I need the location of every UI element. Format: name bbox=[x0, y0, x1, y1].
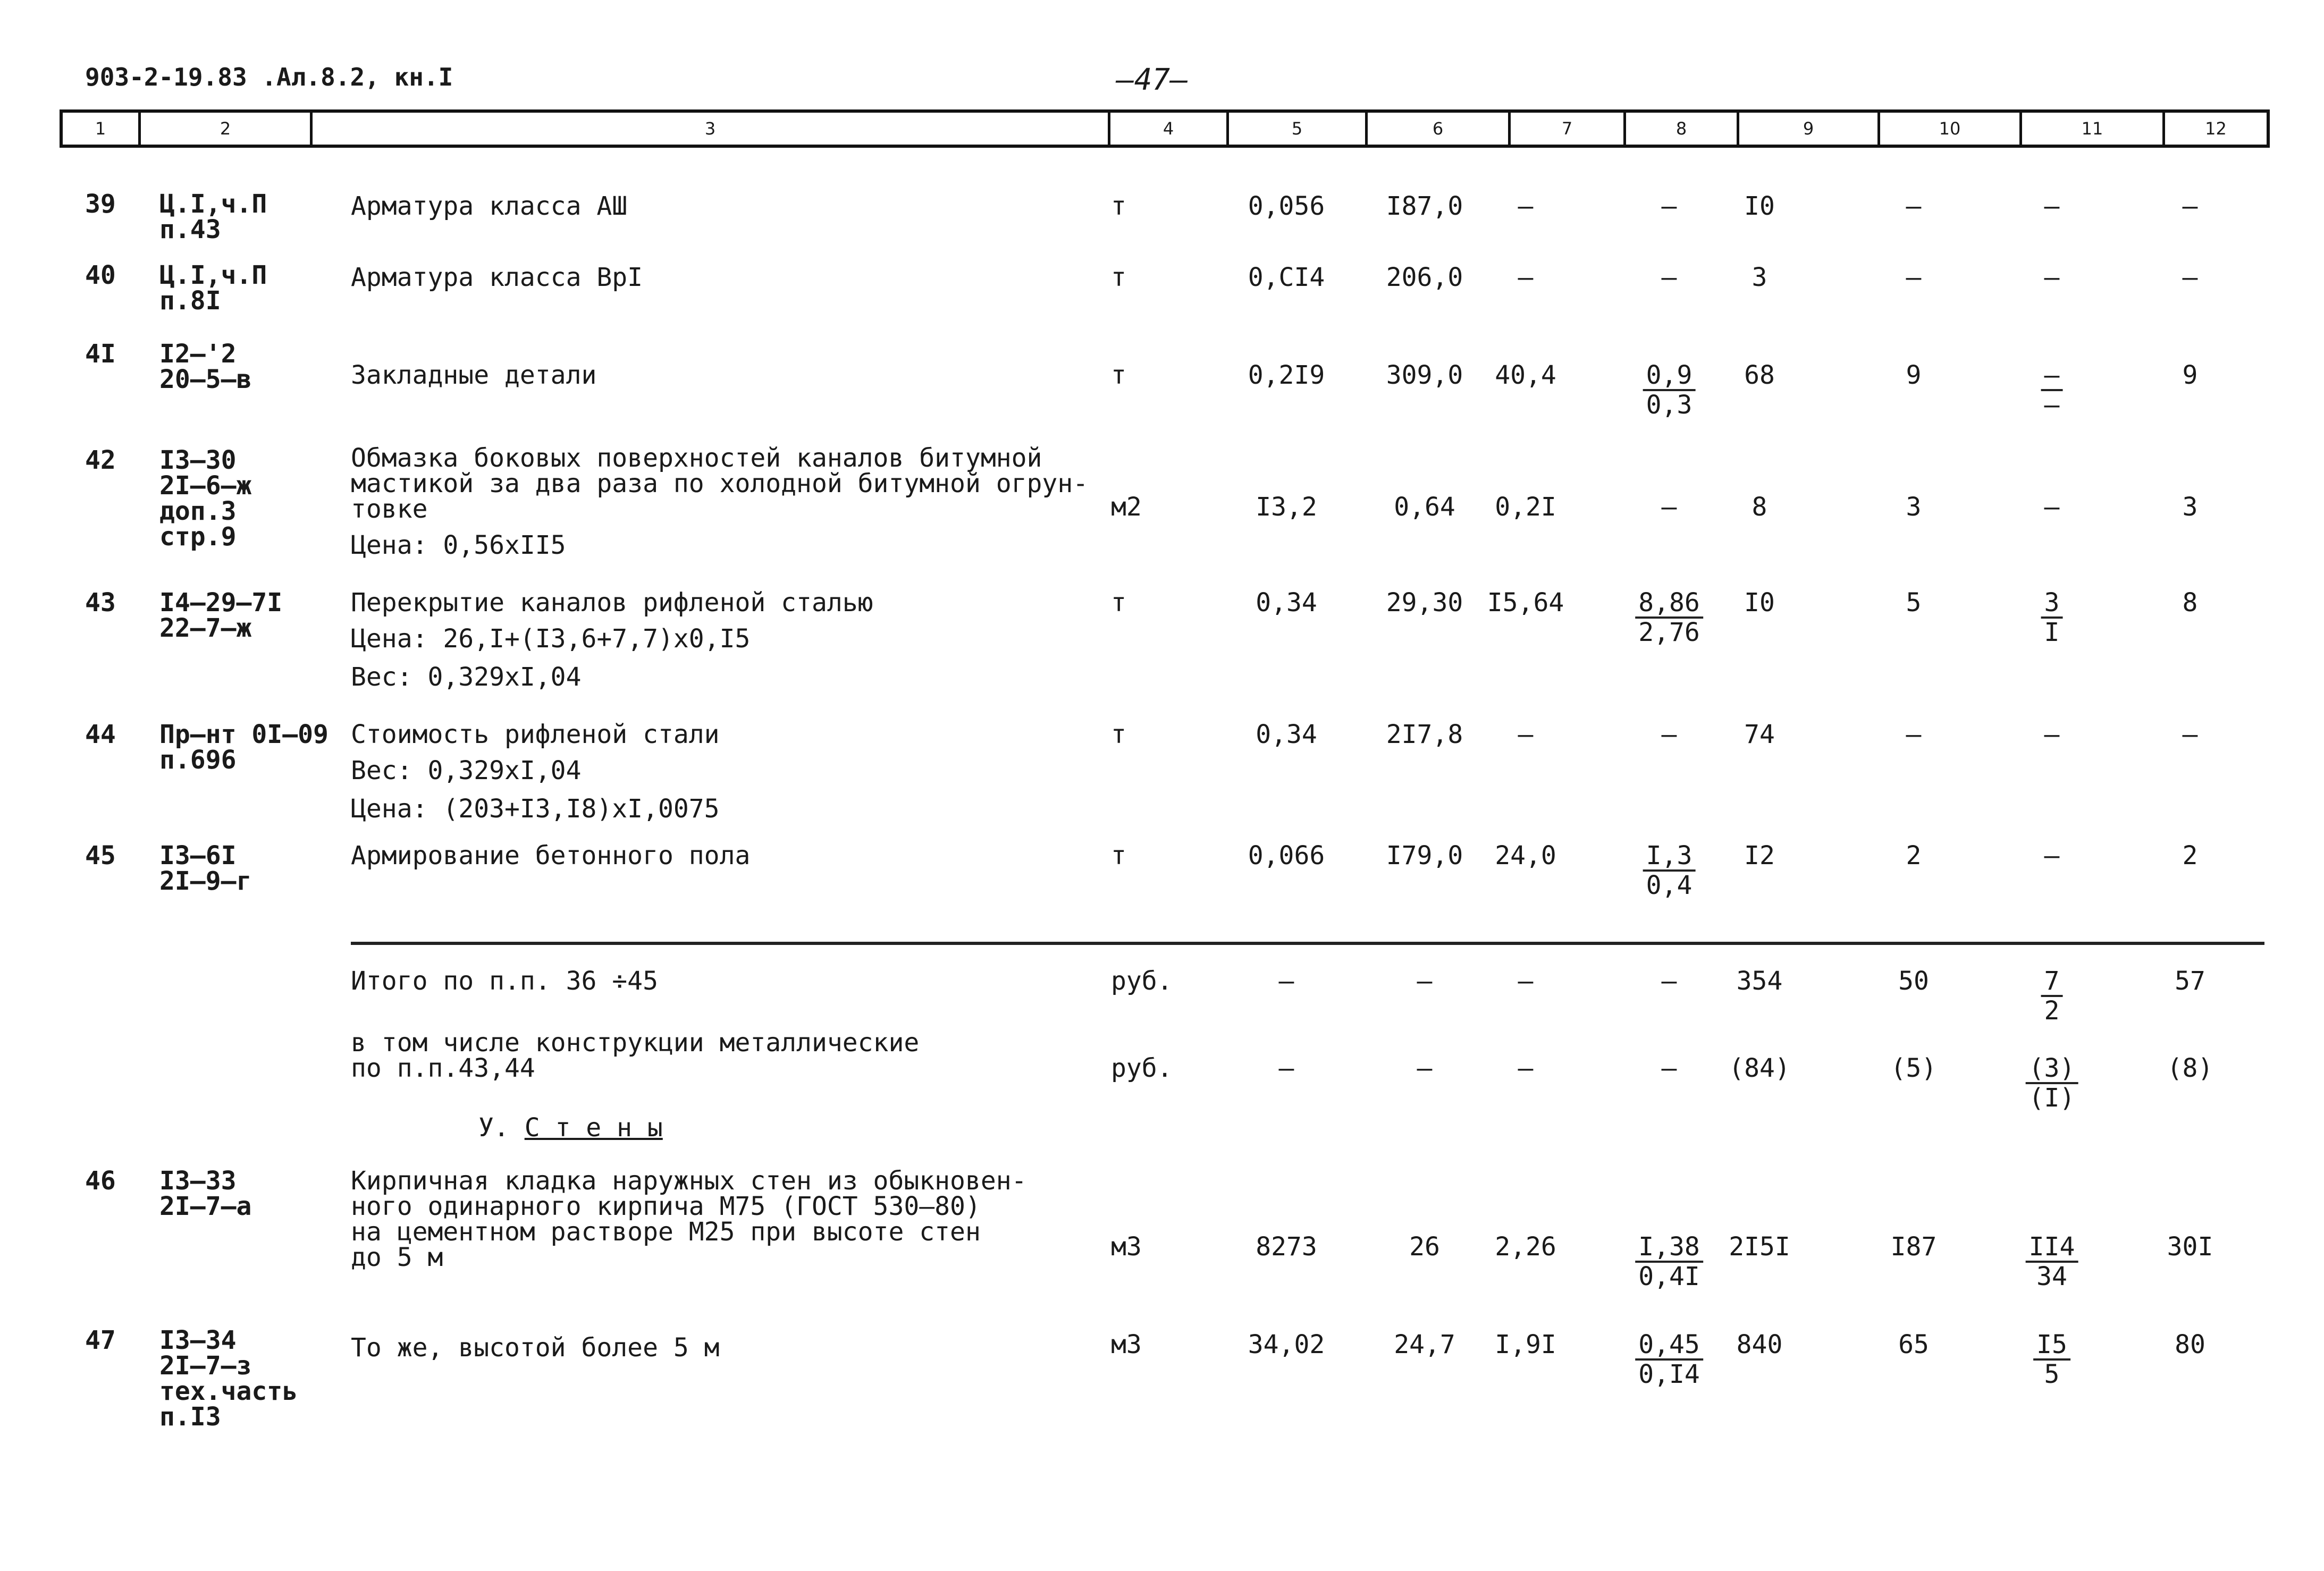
col7-cell: – bbox=[1518, 966, 1534, 996]
column-header: 12 bbox=[2205, 119, 2227, 139]
col11-cell-bottom: I bbox=[2044, 618, 2060, 647]
col7-cell: – bbox=[1518, 191, 1534, 221]
description-line: ного одинарного кирпича М75 (ГОСТ 530–80) bbox=[351, 1192, 981, 1221]
description-extra-line: Цена: 26,I+(I3,6+7,7)х0,I5 bbox=[351, 624, 751, 654]
col8-cell-bottom: 0,I4 bbox=[1638, 1359, 1700, 1389]
code-line: 2I–6–ж bbox=[159, 471, 252, 501]
col6-cell: 309,0 bbox=[1386, 360, 1463, 390]
column-header: 7 bbox=[1511, 113, 1626, 145]
description-extra-line: Цена: 0,56хII5 bbox=[351, 530, 566, 560]
col8-cell-top: I,3 bbox=[1643, 842, 1696, 872]
col7-cell: 2,26 bbox=[1495, 1232, 1556, 1262]
col11-cell-bottom: 2 bbox=[2044, 996, 2060, 1026]
unit-cell: м3 bbox=[1111, 1330, 1142, 1359]
col11-cell: – bbox=[2044, 263, 2060, 292]
col12-cell: 8 bbox=[2182, 588, 2198, 618]
col11-cell: – bbox=[2044, 492, 2060, 522]
col7-cell: – bbox=[1518, 263, 1534, 292]
col6-cell: 26 bbox=[1409, 1232, 1440, 1262]
code-line: 2I–7–а bbox=[159, 1192, 252, 1221]
description-line: на цементном растворе М25 при высоте стен bbox=[351, 1217, 981, 1247]
unit-cell: руб. bbox=[1111, 1053, 1173, 1083]
row-number: 44 bbox=[85, 720, 116, 749]
column-header: 10 bbox=[1880, 113, 2022, 145]
col11-cell-top: – bbox=[2041, 361, 2063, 391]
col6-cell: 0,64 bbox=[1394, 492, 1455, 522]
col7-cell: I5,64 bbox=[1487, 588, 1564, 618]
col11-cell: – bbox=[2044, 191, 2060, 221]
code-line: I4–29–7I bbox=[159, 588, 283, 618]
col11-cell bbox=[2026, 1233, 2078, 1290]
col9-cell: 8 bbox=[1752, 492, 1767, 522]
col12-cell: – bbox=[2182, 263, 2198, 292]
col10-cell: 2 bbox=[1906, 841, 1922, 871]
col8-cell bbox=[1643, 842, 1696, 899]
col11-cell-bottom: (I) bbox=[2028, 1083, 2075, 1113]
description-extra-line: Цена: (203+I3,I8)хI,0075 bbox=[351, 794, 720, 824]
col9-cell: (84) bbox=[1729, 1053, 1790, 1083]
col11-cell-top: II4 bbox=[2026, 1233, 2078, 1263]
col8-cell: – bbox=[1661, 492, 1677, 522]
col8-cell-top: I,38 bbox=[1635, 1233, 1703, 1263]
col10-cell: – bbox=[1906, 263, 1922, 292]
col9-cell: 74 bbox=[1744, 720, 1775, 749]
column-header: 5 bbox=[1229, 113, 1368, 145]
description-extra-line: Вес: 0,329хI,04 bbox=[351, 756, 582, 786]
description-line: Кирпичная кладка наружных стен из обыкновен- bbox=[351, 1166, 1027, 1196]
row-number: 42 bbox=[85, 445, 116, 475]
col6-cell: – bbox=[1417, 1053, 1433, 1083]
col9-cell: 354 bbox=[1736, 966, 1783, 996]
col5-cell: 0,066 bbox=[1248, 841, 1325, 871]
col11-cell: – bbox=[2044, 720, 2060, 749]
col12-cell: 3 bbox=[2182, 492, 2198, 522]
col8-cell-top: 0,45 bbox=[1635, 1331, 1703, 1361]
code-line: I3–33 bbox=[159, 1166, 237, 1196]
col11-cell bbox=[2026, 1054, 2078, 1112]
description-line: до 5 м bbox=[351, 1243, 443, 1272]
code-line: 20–5–в bbox=[159, 365, 252, 394]
column-header: 11 bbox=[2022, 113, 2165, 145]
col8-cell-bottom: 2,76 bbox=[1638, 618, 1700, 647]
description-line: товке bbox=[351, 494, 428, 524]
col8-cell bbox=[1643, 361, 1696, 419]
description-line: Стоимость рифленой стали bbox=[351, 720, 720, 749]
col10-cell: – bbox=[1906, 191, 1922, 221]
col11-cell bbox=[2041, 361, 2063, 419]
column-header: 8 bbox=[1626, 113, 1739, 145]
col5-cell: 8273 bbox=[1256, 1232, 1317, 1262]
col7-cell: I,9I bbox=[1495, 1330, 1556, 1359]
column-header: 9 bbox=[1739, 113, 1880, 145]
col11-cell-top: 3 bbox=[2041, 589, 2063, 619]
col11-cell: – bbox=[2044, 841, 2060, 871]
code-line: 2I–7–з bbox=[159, 1351, 252, 1381]
unit-cell: руб. bbox=[1111, 966, 1173, 996]
col5-cell: I3,2 bbox=[1256, 492, 1317, 522]
col6-cell: 24,7 bbox=[1394, 1330, 1455, 1359]
col11-cell-bottom: 34 bbox=[2036, 1262, 2067, 1291]
unit-cell: т bbox=[1111, 191, 1126, 221]
unit-cell: м2 bbox=[1111, 492, 1142, 522]
col11-cell bbox=[2041, 967, 2063, 1025]
column-header: 3 bbox=[313, 113, 1110, 145]
row-number: 43 bbox=[85, 588, 116, 618]
row-number: 4I bbox=[85, 339, 116, 369]
col10-cell: 3 bbox=[1906, 492, 1922, 522]
col9-cell: 2I5I bbox=[1729, 1232, 1790, 1262]
row-number: 39 bbox=[85, 189, 116, 219]
col12-cell: 57 bbox=[2175, 966, 2205, 996]
col5-cell: 0,CI4 bbox=[1248, 263, 1325, 292]
description-line: по п.п.43,44 bbox=[351, 1053, 535, 1083]
col11-cell-top: (3) bbox=[2026, 1054, 2078, 1084]
description-line: мастикой за два раза по холодной битумной огрун- bbox=[351, 469, 1089, 499]
col6-cell: – bbox=[1417, 966, 1433, 996]
col6-cell: I87,0 bbox=[1386, 191, 1463, 221]
col11-cell bbox=[2033, 1331, 2070, 1388]
col9-cell: 3 bbox=[1752, 263, 1767, 292]
col11-cell-top: 7 bbox=[2041, 967, 2063, 997]
code-line: Ц.I,ч.П bbox=[159, 189, 267, 219]
col9-cell: I2 bbox=[1744, 841, 1775, 871]
code-line: 2I–9–г bbox=[159, 866, 252, 896]
col12-cell: 2 bbox=[2182, 841, 2198, 871]
row-number: 45 bbox=[85, 841, 116, 871]
col9-cell: 840 bbox=[1736, 1330, 1783, 1359]
code-line: доп.3 bbox=[159, 496, 237, 526]
description-line: Обмазка боковых поверхностей каналов битумной bbox=[351, 443, 1042, 473]
column-header-row bbox=[60, 109, 2270, 148]
col8-cell: – bbox=[1661, 720, 1677, 749]
col10-cell: (5) bbox=[1890, 1053, 1937, 1083]
col8-cell bbox=[1635, 589, 1703, 646]
col8-cell bbox=[1635, 1233, 1703, 1290]
col11-cell-top: I5 bbox=[2033, 1331, 2070, 1361]
unit-cell: т bbox=[1111, 263, 1126, 292]
col5-cell: 0,34 bbox=[1256, 588, 1317, 618]
description-line: в том числе конструкции металлические bbox=[351, 1028, 920, 1058]
col8-cell: – bbox=[1661, 1053, 1677, 1083]
code-line: Пр–нт 0I–09 bbox=[159, 720, 329, 749]
col12-cell: – bbox=[2182, 191, 2198, 221]
col12-cell: 9 bbox=[2182, 360, 2198, 390]
code-line: п.696 bbox=[159, 745, 237, 775]
description-line: Армирование бетонного пола bbox=[351, 841, 751, 871]
page-number: —47— bbox=[1116, 63, 1188, 97]
description-line: Итого по п.п. 36 ÷45 bbox=[351, 966, 658, 996]
col8-cell-top: 0,9 bbox=[1643, 361, 1696, 391]
col6-cell: 206,0 bbox=[1386, 263, 1463, 292]
col8-cell-top: 8,86 bbox=[1635, 589, 1703, 619]
col5-cell: – bbox=[1278, 966, 1294, 996]
code-line: тех.часть bbox=[159, 1376, 298, 1406]
code-line: 22–7–ж bbox=[159, 613, 252, 643]
section-heading bbox=[478, 1114, 663, 1142]
col10-cell: – bbox=[1906, 720, 1922, 749]
unit-cell: т bbox=[1111, 588, 1126, 618]
row-number: 40 bbox=[85, 260, 116, 290]
col12-cell: 80 bbox=[2175, 1330, 2205, 1359]
col7-cell: 24,0 bbox=[1495, 841, 1556, 871]
col6-cell: 29,30 bbox=[1386, 588, 1463, 618]
col8-cell: – bbox=[1661, 263, 1677, 292]
code-line: I3–34 bbox=[159, 1325, 237, 1355]
col5-cell: 0,2I9 bbox=[1248, 360, 1325, 390]
col9-cell: I0 bbox=[1744, 588, 1775, 618]
description-line: То же, высотой более 5 м bbox=[351, 1333, 720, 1363]
col5-cell: 34,02 bbox=[1248, 1330, 1325, 1359]
col6-cell: 2I7,8 bbox=[1386, 720, 1463, 749]
section-title: С т е н ы bbox=[524, 1113, 663, 1143]
col10-cell: 50 bbox=[1898, 966, 1929, 996]
col9-cell: I0 bbox=[1744, 191, 1775, 221]
col8-cell-bottom: 0,4I bbox=[1638, 1262, 1700, 1291]
code-line: I3–30 bbox=[159, 445, 237, 475]
description-extra-line: Вес: 0,329хI,04 bbox=[351, 662, 582, 692]
unit-cell: м3 bbox=[1111, 1232, 1142, 1262]
col12-cell: 30I bbox=[2167, 1232, 2213, 1262]
totals-divider bbox=[351, 942, 2264, 945]
row-number: 46 bbox=[85, 1166, 116, 1196]
column-header: 6 bbox=[1368, 113, 1511, 145]
col7-cell: – bbox=[1518, 1053, 1534, 1083]
column-header: 1 bbox=[63, 113, 141, 145]
code-line: I2–'2 bbox=[159, 339, 237, 369]
section-number: У. bbox=[478, 1113, 525, 1143]
col7-cell: 40,4 bbox=[1495, 360, 1556, 390]
col8-cell: – bbox=[1661, 966, 1677, 996]
col7-cell: – bbox=[1518, 720, 1534, 749]
description-line: Арматура класса ВрI bbox=[351, 263, 643, 292]
col10-cell: I87 bbox=[1890, 1232, 1937, 1262]
col8-cell-bottom: 0,4 bbox=[1646, 871, 1693, 900]
col5-cell: 0,34 bbox=[1256, 720, 1317, 749]
col12-cell: – bbox=[2182, 720, 2198, 749]
description-line: Перекрытие каналов рифленой сталью bbox=[351, 588, 873, 618]
unit-cell: т bbox=[1111, 360, 1126, 390]
col7-cell: 0,2I bbox=[1495, 492, 1556, 522]
column-header: 4 bbox=[1110, 113, 1229, 145]
col8-cell: – bbox=[1661, 191, 1677, 221]
col11-cell-bottom: – bbox=[2044, 390, 2060, 420]
unit-cell: т bbox=[1111, 841, 1126, 871]
col11-cell bbox=[2041, 589, 2063, 646]
row-number: 47 bbox=[85, 1325, 116, 1355]
code-line: п.I3 bbox=[159, 1402, 221, 1432]
col5-cell: – bbox=[1278, 1053, 1294, 1083]
code-line: I3–6I bbox=[159, 841, 237, 871]
unit-cell: т bbox=[1111, 720, 1126, 749]
code-line: стр.9 bbox=[159, 522, 237, 552]
col8-cell bbox=[1635, 1331, 1703, 1388]
col12-cell: (8) bbox=[2167, 1053, 2213, 1083]
document-number: 903-2-19.83 .Ал.8.2, кн.I bbox=[85, 63, 453, 91]
col10-cell: 5 bbox=[1906, 588, 1922, 618]
description-line: Арматура класса АШ bbox=[351, 191, 628, 221]
col8-cell-bottom: 0,3 bbox=[1646, 390, 1693, 420]
col6-cell: I79,0 bbox=[1386, 841, 1463, 871]
code-line: Ц.I,ч.П bbox=[159, 260, 267, 290]
col5-cell: 0,056 bbox=[1248, 191, 1325, 221]
col9-cell: 68 bbox=[1744, 360, 1775, 390]
description-line: Закладные детали bbox=[351, 360, 597, 390]
col10-cell: 65 bbox=[1898, 1330, 1929, 1359]
col10-cell: 9 bbox=[1906, 360, 1922, 390]
code-line: п.43 bbox=[159, 215, 221, 244]
column-header: 2 bbox=[141, 113, 313, 145]
code-line: п.8I bbox=[159, 286, 221, 316]
col11-cell-bottom: 5 bbox=[2044, 1359, 2060, 1389]
